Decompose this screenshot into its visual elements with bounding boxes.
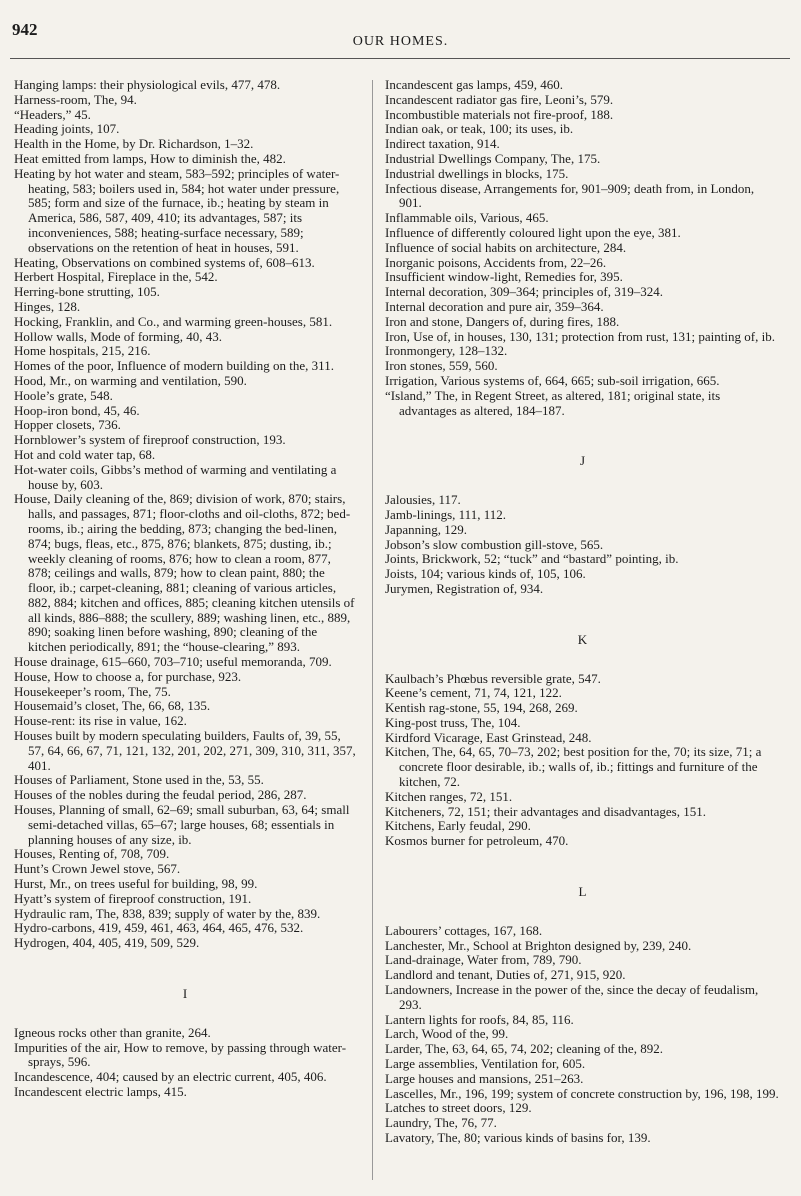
index-entry: Inorganic poisons, Accidents from, 22–26. [385, 254, 607, 270]
index-entry: Hood, Mr., on warming and ventilation, 590. [14, 372, 247, 388]
index-section-j [385, 493, 780, 597]
index-entry: Herring-bone strutting, 105. [14, 284, 160, 300]
index-entry: Larder, The, 63, 64, 65, 74, 202; cleaning of the, 892. [385, 1041, 663, 1057]
index-entry: Houses built by modern speculating builders, Faults of, 39, 55, 57, 64, 66, 67, 71, 121, 132, 201, 202, 271, 309, 310, 311, 357, 401. [14, 728, 356, 773]
index-entry: Heat emitted from lamps, How to diminish the, 482. [14, 150, 286, 166]
index-section-i [14, 1026, 356, 1100]
index-entry: Keene’s cement, 71, 74, 121, 122. [385, 685, 562, 701]
index-entry: House, Daily cleaning of the, 869; division of work, 870; stairs, halls, and passages, 871; floor-cloths and oil-cloths, 872; bed-rooms, ib.; airing the bedding, 873; changing the bed-linen, 874; bugs, fleas, etc., 875, 876; blankets, 875; dusting, ib.; weekly cleaning of rooms, 876; how to clean a room, 877, 878; ceilings and walls, 879; how to clean paint, 880; the floor, ib.; carpet-cleaning, 881; cleaning of various articles, 882, 884; kitchen and offices, 885; cleaning kitchen utensils of all kinds, 886–888; the scullery, 889; washing linen, etc., 889, 890; soaking linen before washing, 890; cleaning of the kitchen periodically, 891; the “house-clearing,” 893. [14, 491, 355, 655]
index-entry: Influence of social habits on architecture, 284. [385, 239, 627, 255]
index-entry: Joints, Brickwork, 52; “tuck” and “bastard” pointing, ib. [385, 551, 679, 567]
index-entry: Kitchen, The, 64, 65, 70–73, 202; best position for the, 70; its size, 71; a concrete floor desirable, ib.; walls of, ib.; fittings and furniture of the kitchen, 72. [385, 744, 762, 790]
index-entry: Infectious disease, Arrangements for, 901–909; death from, in London, 901. [385, 180, 755, 211]
index-entry: Incandescence, 404; caused by an electric current, 405, 406. [14, 1069, 327, 1085]
index-entry: King-post truss, The, 104. [385, 714, 521, 730]
index-entry: Herbert Hospital, Fireplace in the, 542. [14, 269, 218, 285]
index-entry: Lavatory, The, 80; various kinds of basins for, 139. [385, 1130, 651, 1146]
index-entry: Hyatt’s system of fireproof construction, 191. [14, 890, 252, 906]
index-entry: Incandescent electric lamps, 415. [14, 1084, 187, 1099]
index-entry: Kentish rag-stone, 55, 194, 268, 269. [385, 700, 578, 716]
column-divider [372, 80, 373, 1180]
index-entry: Laundry, The, 76, 77. [385, 1115, 497, 1131]
index-entry: Kosmos burner for petroleum, 470. [385, 833, 569, 849]
section-letter-k: K [577, 631, 588, 647]
index-entry: Home hospitals, 215, 216. [14, 343, 151, 359]
index-entry: Iron and stone, Dangers of, during fires, 188. [385, 313, 620, 329]
index-entry: Hot and cold water tap, 68. [14, 446, 156, 462]
index-entry: Insufficient window-light, Remedies for, 395. [385, 269, 623, 285]
index-entry: Hornblower’s system of fireproof construction, 193. [14, 432, 286, 448]
index-entry: Houses of Parliament, Stone used in the, 53, 55. [14, 772, 264, 788]
index-entry: Iron, Use of, in houses, 130, 131; protection from rust, 131; painting of, ib. [385, 328, 775, 344]
index-entry: Indian oak, or teak, 100; its uses, ib. [385, 121, 574, 137]
index-entry: Latches to street doors, 129. [385, 1100, 532, 1116]
index-entry: Japanning, 129. [385, 521, 467, 537]
index-entry: Kitcheners, 72, 151; their advantages and disadvantages, 151. [385, 803, 706, 819]
index-entry: House drainage, 615–660, 703–710; useful memoranda, 709. [14, 654, 332, 670]
index-entry: Health in the Home, by Dr. Richardson, 1–32. [14, 136, 254, 152]
index-entry: Hydro-carbons, 419, 459, 461, 463, 464, 465, 476, 532. [14, 920, 304, 936]
section-letter-l: L [578, 884, 587, 900]
index-entry: Heading joints, 107. [14, 121, 120, 137]
index-entry: Impurities of the air, How to remove, by passing through water-sprays, 596. [14, 1039, 347, 1070]
section-letter-j: J [579, 453, 586, 469]
running-head: OUR HOMES. [352, 34, 449, 49]
index-entry: Hoole’s grate, 548. [14, 387, 113, 403]
index-entry: Houses of the nobles during the feudal period, 286, 287. [14, 787, 307, 803]
index-section-l [385, 924, 780, 1146]
index-entry: Indirect taxation, 914. [385, 136, 500, 152]
index-entry: Industrial Dwellings Company, The, 175. [385, 150, 601, 166]
index-entry: Lantern lights for roofs, 84, 85, 116. [385, 1011, 574, 1027]
index-entry: Hunt’s Crown Jewel stove, 567. [14, 861, 181, 877]
section-letter-i: I [182, 986, 188, 1002]
index-entry: “Island,” The, in Regent Street, as altered, 181; original state, its advantages as altered, 184–187. [385, 387, 721, 418]
index-entry: Iron stones, 559, 560. [385, 358, 498, 374]
index-entry: Landlord and tenant, Duties of, 271, 915, 920. [385, 967, 626, 983]
index-entry: Kitchen ranges, 72, 151. [385, 788, 513, 804]
index-entry: “Headers,” 45. [14, 106, 91, 122]
index-entry: Jurymen, Registration of, 934. [385, 580, 544, 596]
index-entry: Hinges, 128. [14, 298, 81, 314]
index-entry: Houses, Renting of, 708, 709. [14, 846, 170, 862]
index-entry: Jobson’s slow combustion gill-stove, 565. [385, 536, 604, 552]
index-entry: Hanging lamps: their physiological evils, 477, 478. [14, 77, 281, 92]
header-rule [10, 58, 790, 59]
index-entry: Hot-water coils, Gibbs’s method of warming and ventilating a house by, 603. [14, 461, 337, 492]
index-entry: Hydraulic ram, The, 838, 839; supply of water by the, 839. [14, 905, 321, 921]
index-entry: Larch, Wood of the, 99. [385, 1026, 509, 1042]
index-entry: Land-drainage, Water from, 789, 790. [385, 952, 582, 968]
index-entry: Inflammable oils, Various, 465. [385, 210, 549, 226]
index-entry: Internal decoration and pure air, 359–364. [385, 298, 604, 314]
index-entry: Hoop-iron bond, 45, 46. [14, 402, 140, 418]
index-entry: Harness-room, The, 94. [14, 91, 137, 107]
index-entry: Internal decoration, 309–364; principles of, 319–324. [385, 284, 663, 300]
page-number: 942 [12, 20, 38, 39]
index-entry: Hurst, Mr., on trees useful for building, 98, 99. [14, 876, 258, 892]
index-entry: Kaulbach’s Phœbus reversible grate, 547. [385, 670, 601, 686]
index-entry: Landowners, Increase in the power of the, since the decay of feudalism, 293. [385, 982, 759, 1012]
index-entry: Jamb-linings, 111, 112. [385, 506, 506, 522]
index-entry: Heating by hot water and steam, 583–592; principles of water-heating, 583; boilers used in, 584; hot water under pressure, 585; form and size of the furnace, ib.; heating by steam in America, 586, 587, 409, 410; its advantages, 587; its inconveniences, 588; heating-surface necessary, 589; observations on the retention of heat in houses, 591. [14, 165, 340, 255]
index-entry: Hydrogen, 404, 405, 419, 509, 529. [14, 935, 200, 951]
index-entry: Large houses and mansions, 251–263. [385, 1070, 584, 1086]
index-entry: Jalousies, 117. [385, 492, 461, 508]
left-column [14, 78, 356, 1100]
index-entry: Lanchester, Mr., School at Brighton designed by, 239, 240. [385, 937, 692, 953]
index-entry: Hollow walls, Mode of forming, 40, 43. [14, 328, 222, 344]
index-entry: Lascelles, Mr., 196, 199; system of concrete construction by, 196, 198, 199. [385, 1085, 779, 1101]
index-entry: Housekeeper’s room, The, 75. [14, 683, 171, 699]
index-entry: Hocking, Franklin, and Co., and warming green-houses, 581. [14, 313, 333, 329]
index-section-i-continued [385, 78, 780, 418]
index-section-h [14, 78, 356, 951]
index-entry: Incombustible materials not fire-proof, 188. [385, 106, 614, 122]
index-entry: Heating, Observations on combined systems of, 608–613. [14, 254, 315, 270]
index-entry: Housemaid’s closet, The, 66, 68, 135. [14, 698, 211, 714]
index-entry: Influence of differently coloured light upon the eye, 381. [385, 224, 681, 240]
index-entry: House-rent: its rise in value, 162. [14, 713, 187, 729]
index-entry: Joists, 104; various kinds of, 105, 106. [385, 566, 586, 582]
index-entry: House, How to choose a, for purchase, 923. [14, 668, 242, 684]
index-entry: Houses, Planning of small, 62–69; small suburban, 63, 64; small semi-detached villas, 65–67; large houses, 68; essentials in planning houses of any size, ib. [14, 802, 350, 847]
right-column [385, 78, 780, 1146]
index-entry: Homes of the poor, Influence of modern building on the, 311. [14, 358, 334, 374]
index-entry: Kirdford Vicarage, East Grinstead, 248. [385, 729, 592, 745]
index-entry: Ironmongery, 128–132. [385, 343, 508, 359]
index-entry: Irrigation, Various systems of, 664, 665; sub-soil irrigation, 665. [385, 372, 720, 388]
index-entry: Incandescent gas lamps, 459, 460. [385, 77, 563, 92]
index-entry: Incandescent radiator gas fire, Leoni’s, 579. [385, 91, 614, 107]
index-entry: Hopper closets, 736. [14, 417, 121, 433]
index-entry: Kitchens, Early feudal, 290. [385, 818, 531, 834]
index-section-k [385, 672, 780, 850]
index-entry: Large assemblies, Ventilation for, 605. [385, 1056, 586, 1072]
index-entry: Labourers’ cottages, 167, 168. [385, 922, 543, 938]
index-entry: Industrial dwellings in blocks, 175. [385, 165, 569, 181]
index-entry: Igneous rocks other than granite, 264. [14, 1024, 211, 1040]
